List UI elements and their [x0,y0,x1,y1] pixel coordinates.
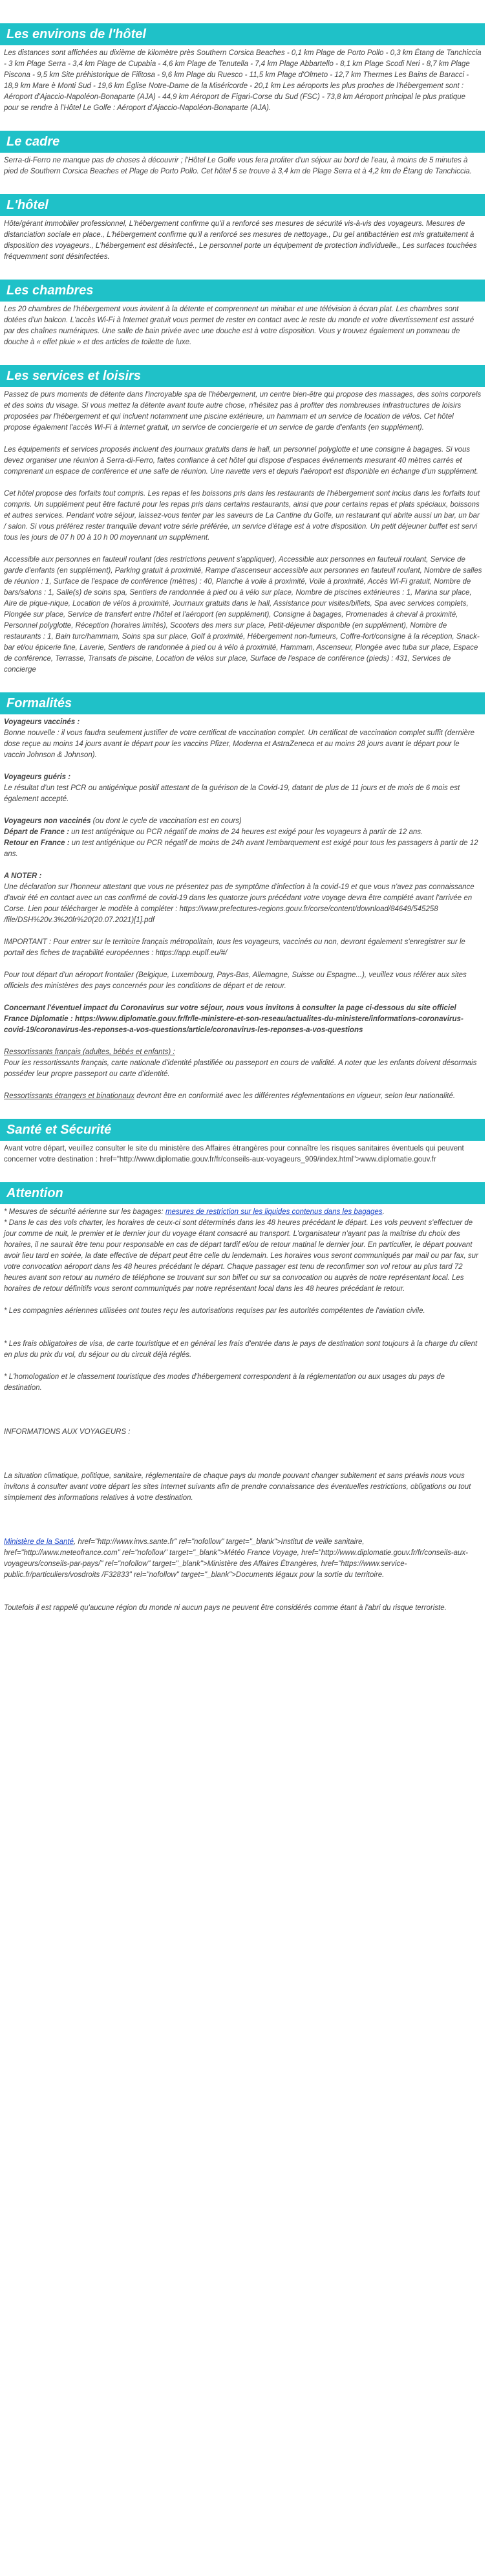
note-text: Une déclaration sur l'honneur attestant que vous ne présentez pas de symptôme d'infection à la covid-19 et que vous n'avez pas connaissance d'avoir été en contact avec un cas confirmé de covid-19 dans les quatorze jours précédant votre voyage devra être complété avant l'arrivée en Corse. Lien pour télécharger le modèle à compléter : https://www.prefectures-regions.gouv.fr/corse/content/download/84649/545258 /file/DSH%20v.3%20fr%20(20.07.2021)[1].pdf [4,883,474,924]
hotel-text: Hôte/gérant immobilier professionnel, L'hébergement confirme qu'il a renforcé ses mesures de sécurité vis-à-vis des voyageurs. Mesures de distanciation sociale en place., L'hébergement confirme qu'il a renforcé ses mesures de nettoyage., Du gel antibactérien est mis gratuitement à disposition des voyageurs., L'hébergement est désinfecté., Le personnel porte un équipement de protection individuelle., Les surfaces touchées fréquemment sont désinfectées. [4,220,477,261]
french-nationals-heading: Ressortissants français (adultes, bébés et enfants) : [4,1048,175,1056]
traveler-info-text: La situation climatique, politique, sanitaire, réglementaire de chaque pays du monde pouvant changer subitement et sans préavis nous vous invitons à consulter avant votre départ les sites Internet suivants afin de prendre connaissance des éventuelles restrictions, obligations ou tout simplement des informations relatives à votre destination. [4,1472,471,1502]
departure-heading: Départ de France : [4,828,69,836]
section-title-attention: Attention [0,1182,485,1204]
vaccinated-text: Bonne nouvelle : il vous faudra seulement justifier de votre certificat de vaccination complet. Un certificat de vaccination complet suffit (dernière dose reçue au moins 14 jours avant le départ pour les vaccins Pfizer, Moderna et AstraZeneca et au moins 28 jours avant le départ pour le vaccin Johnson & Johnson). [4,729,475,759]
foreign-nationals-heading: Ressortissants étrangers et binationaux [4,1092,134,1100]
vaccinated-heading: Voyageurs vaccinés : [4,718,80,726]
important-text: IMPORTANT : Pour entrer sur le territoire français métropolitain, tous les voyageurs, vaccinés ou non, devront également s'enregistrer sur le portail des fiches de traçabilité européennes : https://app.euplf.eu/#/ [4,938,465,957]
useful-links-text: , href="http://www.invs.sante.fr" rel="nofollow" target="_blank">Institut de veille sanitaire, href="http://www.meteofrance.com" rel="nofollow" target="_blank">Météo France Voyage, href="http://www.diplomatie.gouv.fr/fr/conseils-aux-voyageurs/conseils-par-pays/" rel="nofollow" target="_blank">Ministère des Affaires Étrangères, href="https://www.service-public.fr/particuliers/vosdroits /F32833" rel="nofollow" target="_blank">Documents légaux pour la sortie du territoire. [4,1538,468,1579]
french-nationals-text: Pour les ressortissants français, carte nationale d'identité plastifiée ou passeport en cours de validité. A noter que les enfants doivent désormais posséder leur propre passeport ou carte d'identité. [4,1059,477,1078]
section-title-cadre: Le cadre [0,131,485,153]
ministry-health-link[interactable]: Ministère de la Santé [4,1538,74,1546]
sante-text: Avant votre départ, veuillez consulter le site du ministère des Affaires étrangères pour connaître les risques sanitaires éventuels qui peuvent concerner votre destination : href="http://www.diplomatie.gouv.fr/fr/conseils-aux-voyageurs_909/index.html">www.diplomatie.gouv.fr [4,1145,464,1163]
section-title-services: Les services et loisirs [0,365,485,387]
services-paragraph-4: Accessible aux personnes en fauteuil roulant (des restrictions peuvent s'appliquer), Accessible aux personnes en fauteuil roulant, Service de garde d'enfants (en supplément), Parking gratuit à proximité, Rampe d'ascenseur accessible aux personnes en fauteuil roulant, Nombre de salles de réunion : 1, Surface de l'espace de conférence (mètres) : 40, Planche à voile à proximité, Voile à proximité, Accès Wi-Fi gratuit, Nombre de bars/salons : 1, Salle(s) de soins spa, Sentiers de randonnée à pied ou à vélo sur place, Nombre de piscines extérieures : 1, Marina sur place, Aire de pique-nique, Location de vélos à proximité, Journaux gratuits dans le hall, Assistance pour visites/billets, Spa avec services complets, Plongée sur place, Service de transfert entre l'hôtel et l'aéroport (en supplément), Consigne à bagages, Promenades à cheval à proximité, Personnel polyglotte, Réception (horaires limités), Scooters des mers sur place, Petit-déjeuner disponible (en supplément), Nombre de restaurants : 1, Bain turc/hammam, Soins spa sur place, Golf à proximité, Hébergement non-fumeurs, Coffre-fort/consigne à la réception, Snack-bar et/ou épicerie fine, Laverie, Sentiers de randonnée à pied ou à vélo à proximité, Hammam, Ascenseur, Plongée avec tuba sur place, Espace de conférence, Terrasse, Transats de piscine, Location de vélos sur place, Surface de l'espace de conférence (pieds) : 431, Services de concierge [4,556,482,674]
classification-text: * L'homologation et le classement touristique des modes d'hébergement correspondent à la réglementation ou aux usages du pays de destination. [4,1373,445,1392]
services-paragraph-1: Passez de purs moments de détente dans l'incroyable spa de l'hébergement, un centre bien-être qui propose des massages, des soins corporels et des soins du visage. Si vous mettez la détente avant toute autre chose, n'hésitez pas à profiter des nombreuses infrastructures de loisirs proposées par l'hébergement et qui incluent notamment une piscine extérieure, un hammam et un service de location de vélos. Cet hôtel propose également l'accès Wi-Fi à Internet gratuit, un service de conciergerie et un service de garde d'enfants (en supplément). [4,391,482,432]
return-heading: Retour en France : [4,839,70,847]
attention-content [4,1207,485,1614]
chambres-text: Les 20 chambres de l'hébergement vous invitent à la détente et comprennent un minibar et une télévision à écran plat. Les chambres sont dotées d'un balcon. L'accès Wi-Fi à Internet gratuit vous permet de rester en contact avec le reste du monde et votre divertissement est assuré par des chaînes numériques. Une salle de bain privée avec une douche est à votre disposition. Vous y trouvez également un pommeau de douche à « effet pluie » et des articles de toilette de luxe. [4,305,474,346]
services-paragraph-2: Les équipements et services proposés incluent des journaux gratuits dans le hall, un personnel polyglotte et une consigne à bagages. Si vous devez organiser une réunion à Serra-di-Ferro, faites confiance à cet hôtel qui dispose d'espaces événements mesurant 40 mètres carrés et comprenant un espace de conférence et une salle de réunion. Une navette vers et depuis l'aéroport est disponible en échange d'un supplément. [4,446,478,476]
unvaccinated-heading: Voyageurs non vaccinés [4,817,91,825]
recovered-heading: Voyageurs guéris : [4,773,71,781]
traveler-info-heading: INFORMATIONS AUX VOYAGEURS : [4,1428,131,1436]
return-text: un test antigénique ou PCR négatif de moins de 24h avant l'embarquement est exigé pour tous les passagers à partir de 12 ans. [4,839,478,858]
section-title-chambres: Les chambres [0,280,485,302]
terrorism-notice: Toutefois il est rappelé qu'aucune région du monde ni aucun pays ne peuvent être considérés comme étant à l'abri du risque terroriste. [4,1604,447,1612]
section-title-sante: Santé et Sécurité [0,1119,485,1141]
section-title-hotel: L'hôtel [0,194,485,216]
section-title-formalites: Formalités [0,692,485,714]
liquids-restriction-link[interactable]: mesures de restriction sur les liquides contenus dans les bagages [165,1208,383,1216]
foreign-nationals-text: devront être en conformité avec les différentes réglementations en vigueur, selon leur nationalité. [134,1092,456,1100]
coronavirus-text: Concernant l'éventuel impact du Coronavirus sur votre séjour, nous vous invitons à consulter la page ci-dessous du site officiel France Diplomatie : https://www.diplomatie.gouv.fr/fr/le-ministere-et-son-reseau/actualites-du-ministere/informations-coronavirus-covid-19/coronavirus-les-reponses-a-vos-questions/article/coronavirus-les-reponses-a-vos-questions [4,1004,463,1034]
recovered-text: Le résultat d'un test PCR ou antigénique positif attestant de la guérison de la Covid-19, datant de plus de 11 jours et de mois de 6 mois est également accepté. [4,784,460,803]
visa-fees-text: * Les frais obligatoires de visa, de carte touristique et en général les frais d'entrée dans le pays de destination sont toujours à la charge du client en plus du prix du vol, du séjour ou du circuit déjà réglés. [4,1340,478,1359]
airlines-text: * Les compagnies aériennes utilisées ont toutes reçu les autorisations requises par les autorités compétentes de l'aviation civile. [4,1307,425,1315]
environs-text: Les distances sont affichées au dixième de kilomètre près Southern Corsica Beaches - 0,1 km Plage de Porto Pollo - 0,3 km Étang de Tanchiccia - 3 km Plage Serra - 3,4 km Plage de Cupabia - 4,6 km Plage de Tenutella - 7,4 km Plage Abbartello - 8,1 km Plage Scodi Neri - 8,7 km Plage Piscona - 9,5 km Site préhistorique de Filitosa - 9,6 km Plage du Ruesco - 11,5 km Plage d'Olmeto - 12,7 km Thermes Les Bains de Baracci - 18,9 km Mare è Monti Sud - 19,6 km Église Notre-Dame de la Miséricorde - 20,1 km Les aéroports les plus proches de l'hébergement sont : Aéroport d'Ajaccio-Napoléon-Bonaparte (AJA) - 44,9 km Aéroport de Figari-Corse du Sud (FSC) - 73,8 km Aéroport principal le plus pratique pour se rendre à l'Hôtel Le Golfe : Aéroport d'Ajaccio-Napoléon-Bonaparte (AJA). [4,49,482,112]
formalites-content [4,717,485,1102]
charter-flights-text: * Dans le cas des vols charter, les horaires de ceux-ci sont déterminés dans les 48 heures précédant le départ. Les vols peuvent s'effectuer de jour comme de nuit, le premier et le dernier jour du voyage étant consacré au transport. L'organisateur n'ayant pas la maîtrise du choix des horaires, il ne saurait être tenu pour responsable en cas de départ tardif et/ou de retour matinal le dernier jour. En particulier, le départ pouvant avoir lieu tard en soirée, la date effective de départ peut être celle du lendemain. Les horaires vous seront communiqués par mail ou par fax, sur votre convocation aéroport dans les 48 heures précédant le départ. Chaque passager est tenu de reconfirmer son vol retour au plus tard 72 heures avant son retour au numéro de téléphone se trouvant sur son billet ou sur sa convocation ou auprès de notre représentant local. Les horaires de retour définitifs vous seront communiqués par notre représentant local dans les 48 heures précédant le retour. [4,1219,478,1293]
cadre-text: Serra-di-Ferro ne manque pas de choses à découvrir ; l'Hôtel Le Golfe vous fera profiter d'un séjour au bord de l'eau, à moins de 5 minutes à pied de Southern Corsica Beaches et Plage de Porto Pollo. Cet hôtel 5 se trouve à 3,4 km de Plage Serra et à 4,2 km de Étang de Tanchiccia. [4,157,472,175]
note-heading: A NOTER : [4,872,42,880]
departure-text: un test antigénique ou PCR négatif de moins de 24 heures est exigé pour les voyageurs à partir de 12 ans. [69,828,423,836]
baggage-security-end: . [382,1208,385,1216]
unvaccinated-note: (ou dont le cycle de vaccination est en cours) [91,817,242,825]
border-airport-text: Pour tout départ d'un aéroport frontalier (Belgique, Luxembourg, Pays-Bas, Allemagne, Suisse ou Espagne...), veuillez vous référer aux sites officiels des ministères des pays concernés pour les conditions de départ et de retour. [4,971,467,990]
section-title-environs: Les environs de l'hôtel [0,23,485,45]
services-paragraph-3: Cet hôtel propose des forfaits tout compris. Les repas et les boissons pris dans les restaurants de l'hébergement sont inclus dans les forfaits tout compris. Un supplément peut être facturé pour les repas pris dans certains restaurants, ainsi que pour certains repas et plats spéciaux, boissons et autres services. Pendant votre séjour, laissez-vous tenter par les saveurs de La Cantine du Golfe, un restaurant qui abrite aussi un bar, un bar / salon. Si vous préférez rester tranquille devant votre série préférée, un service d'étage est à votre disposition. Un petit déjeuner buffet est servi tous les jours de 07 h 00 à 10 h 00 moyennant un supplément. [4,490,480,542]
baggage-security-text: * Mesures de sécurité aérienne sur les bagages: [4,1208,165,1216]
